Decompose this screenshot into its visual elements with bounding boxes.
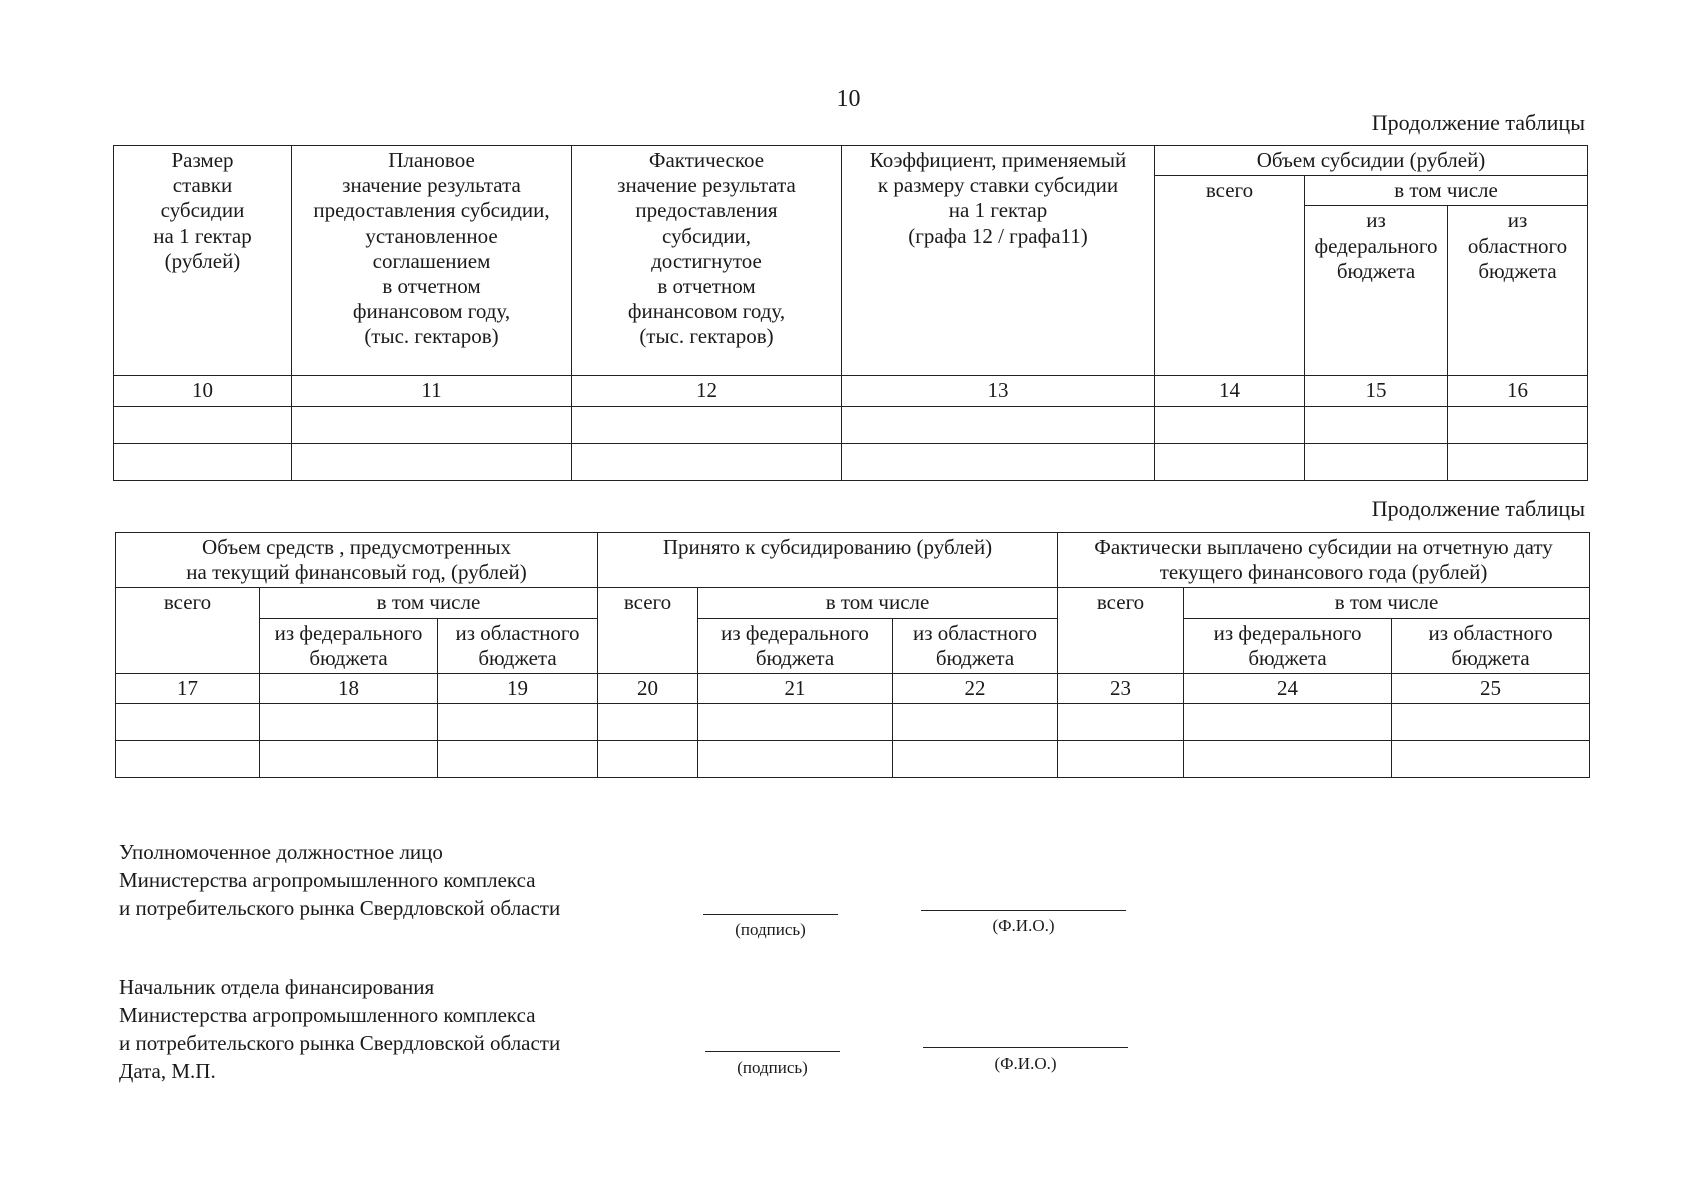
column-number: 25 [1392,673,1590,703]
name-line[interactable] [921,910,1126,911]
name-caption: (Ф.И.О.) [994,1054,1057,1073]
header-coefficient: Коэффициент, применяемый к размеру ставки субсидии на 1 гектар (графа 12 / графа11) [842,146,1155,376]
column-number: 22 [893,673,1058,703]
header-actual-result: Фактическое значение результата предоставления субсидии, достигнутое в отчетном финансовом году, (тыс. гектаров) [572,146,842,376]
table-cell[interactable] [1155,443,1305,480]
table-cell[interactable] [893,704,1058,741]
table-cell[interactable] [698,741,893,778]
column-number: 16 [1448,376,1588,406]
header-subsidy-volume: Объем субсидии (рублей) [1155,146,1588,176]
header-including: в том числе [1184,588,1590,618]
column-number: 24 [1184,673,1392,703]
table-cell[interactable] [292,406,572,443]
column-number: 15 [1305,376,1448,406]
table-cell[interactable] [1448,406,1588,443]
table-cell[interactable] [260,704,438,741]
header-federal-budget: из федерального бюджета [1184,618,1392,673]
header-including: в том числе [698,588,1058,618]
table-cell[interactable] [114,406,292,443]
table-cell[interactable] [114,443,292,480]
continuation-label-2: Продолжение таблицы [1371,496,1585,521]
header-including: в том числе [1305,176,1588,206]
table-cell[interactable] [842,406,1155,443]
table-cell[interactable] [842,443,1155,480]
table-cell[interactable] [292,443,572,480]
column-number: 13 [842,376,1155,406]
header-rate-per-hectare: Размер ставки субсидии на 1 гектар (рублей) [114,146,292,376]
signature-caption: (подпись) [735,920,806,939]
name-line[interactable] [923,1047,1128,1048]
column-number: 18 [260,673,438,703]
header-planned-result: Плановое значение результата предоставления субсидии, установленное соглашением в отчетном финансовом году, (тыс. гектаров) [292,146,572,376]
header-including: в том числе [260,588,598,618]
table-cell[interactable] [1305,406,1448,443]
header-regional-budget: из областного бюджета [893,618,1058,673]
table-cell[interactable] [572,443,842,480]
table-row [116,741,1590,778]
table-row [114,443,1588,480]
column-numbers-row [116,673,1590,703]
table-cell[interactable] [572,406,842,443]
continuation-label-1: Продолжение таблицы [1371,110,1585,135]
table-cell[interactable] [116,741,260,778]
header-regional-budget: из областного бюджета [1392,618,1590,673]
page-number: 10 [836,86,861,112]
table-cell[interactable] [1184,704,1392,741]
table-row [114,406,1588,443]
signature-caption: (подпись) [737,1058,808,1077]
header-planned-funds: Объем средств , предусмотренных на текущий финансовый год, (рублей) [116,533,598,588]
table-cell[interactable] [1184,741,1392,778]
table-cell[interactable] [1155,406,1305,443]
table-cell[interactable] [893,741,1058,778]
table-cell[interactable] [438,741,598,778]
table-cell[interactable] [1392,704,1590,741]
column-number: 21 [698,673,893,703]
column-number: 14 [1155,376,1305,406]
subsidy-table-part-1 [113,145,1588,481]
signatory-title-1: Уполномоченное должностное лицо Министерства агропромышленного комплекса и потребительского рынка Свердловской области [119,840,561,920]
header-federal-budget: из федерального бюджета [698,618,893,673]
column-number: 20 [598,673,698,703]
table-cell[interactable] [598,704,698,741]
table-row [116,704,1590,741]
table-cell[interactable] [1392,741,1590,778]
header-regional-budget: из областного бюджета [438,618,598,673]
column-number: 17 [116,673,260,703]
table-cell[interactable] [1305,443,1448,480]
subsidy-table-part-2 [115,532,1590,778]
header-federal-budget: из федерального бюджета [260,618,438,673]
column-number: 10 [114,376,292,406]
header-total: всего [1155,176,1305,376]
table-cell[interactable] [698,704,893,741]
signature-line[interactable] [703,914,838,915]
signatory-title-2: Начальник отдела финансирования Министерства агропромышленного комплекса и потребительского рынка Свердловской области Дата, М.П. [119,975,561,1083]
header-total: всего [598,588,698,674]
table-cell[interactable] [260,741,438,778]
column-number: 19 [438,673,598,703]
header-total: всего [116,588,260,674]
column-number: 23 [1058,673,1184,703]
table-cell[interactable] [1058,704,1184,741]
name-caption: (Ф.И.О.) [992,916,1055,935]
table-cell[interactable] [438,704,598,741]
table-cell[interactable] [598,741,698,778]
table-cell[interactable] [1058,741,1184,778]
table-cell[interactable] [1448,443,1588,480]
header-actually-paid: Фактически выплачено субсидии на отчетную дату текущего финансового года (рублей) [1058,533,1590,588]
header-regional-budget: из областного бюджета [1448,206,1588,376]
table-cell[interactable] [116,704,260,741]
column-numbers-row [114,376,1588,406]
column-number: 11 [292,376,572,406]
header-total: всего [1058,588,1184,674]
column-number: 12 [572,376,842,406]
signature-line[interactable] [705,1051,840,1052]
header-federal-budget: из федерального бюджета [1305,206,1448,376]
header-accepted: Принято к субсидированию (рублей) [598,533,1058,588]
